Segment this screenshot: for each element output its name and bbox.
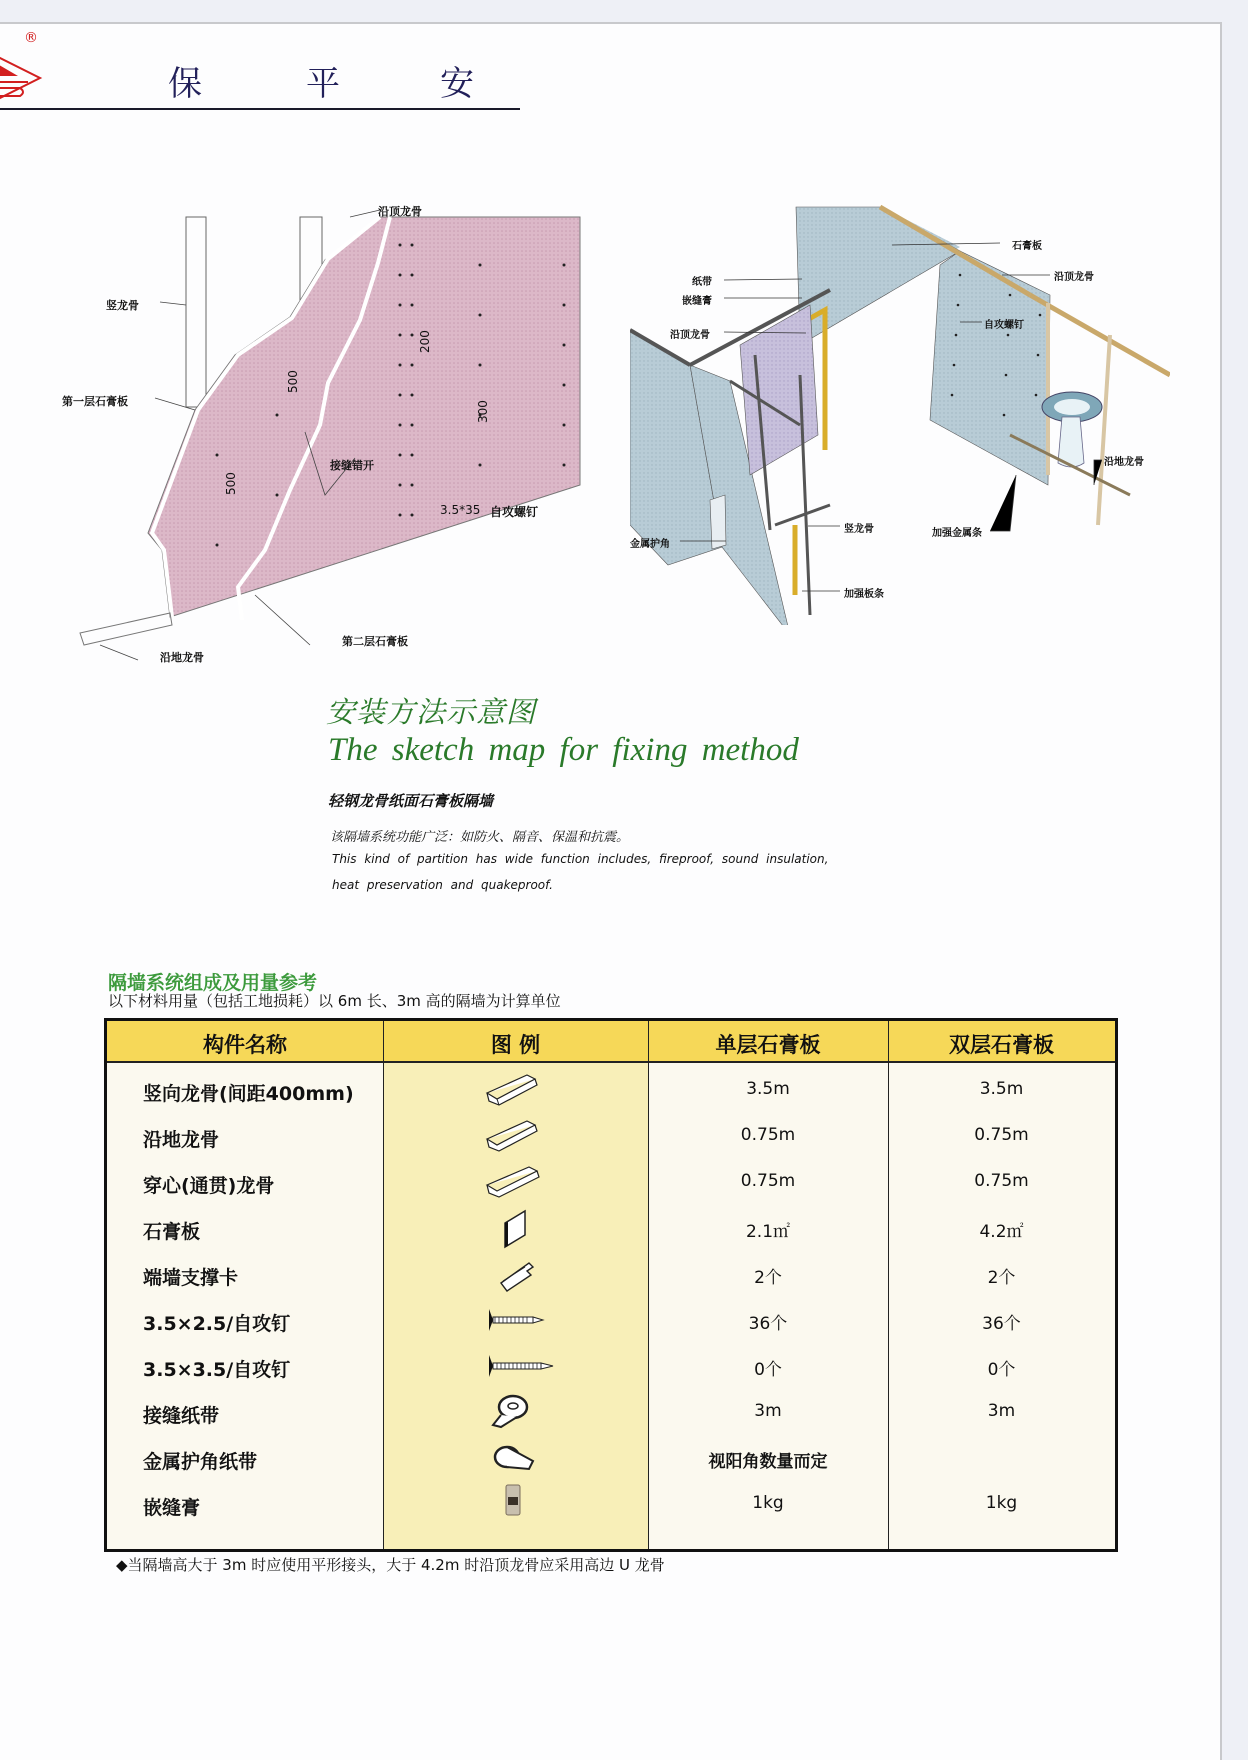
- row-double-value: 0.75m: [974, 1171, 1029, 1191]
- corner-tape-roll-icon: [477, 1437, 557, 1479]
- row-name: 3.5×3.5/自攻钉: [143, 1359, 291, 1381]
- row-single-value: 1kg: [752, 1493, 784, 1513]
- row-double-value: 1kg: [985, 1493, 1018, 1513]
- row-double-value: 3.5m: [979, 1079, 1024, 1099]
- row-name: 3.5×2.5/自攻钉: [143, 1313, 291, 1335]
- brand-char-1: 保: [168, 64, 202, 104]
- partition-assembly-diagram: [630, 195, 1170, 625]
- label-corner-bead: 金属护角: [630, 539, 670, 550]
- registered-mark: ®: [24, 30, 38, 46]
- row-double-value: 36个: [982, 1314, 1021, 1334]
- section-title-en: The sketch map for fixing method: [328, 732, 799, 768]
- row-single-value: 3m: [754, 1401, 782, 1421]
- table-header: [107, 1021, 1115, 1063]
- row-double-value: 2个: [987, 1268, 1016, 1288]
- description-en-line2: heat preservation and quakeproof.: [332, 878, 553, 892]
- dimension-200: 200: [418, 330, 432, 353]
- support-clip-icon: [477, 1253, 557, 1295]
- label-reinforce-board: 加强板条: [844, 589, 884, 600]
- row-name: 端墙支撑卡: [143, 1267, 239, 1289]
- brand-char-2: 平: [306, 64, 340, 104]
- header-component-name: 构件名称: [203, 1033, 287, 1057]
- double-layer-install-diagram: [60, 205, 590, 675]
- installation-footnote: ◆当隔墙高大于 3m 时应使用平形接头，大于 4.2m 时沿顶龙骨应采用高边 U 龙骨: [116, 1556, 665, 1574]
- label-screw: 自攻螺钉: [490, 505, 539, 519]
- stud-channel-icon: [477, 1069, 557, 1111]
- row-double-value: 0个: [987, 1360, 1016, 1380]
- label-screw-size: 3.5*35: [440, 503, 481, 517]
- table-row: [107, 1205, 1115, 1251]
- label-staggered-joints: 接缝错开: [330, 459, 374, 472]
- short-screw-icon: [477, 1299, 557, 1341]
- long-screw-icon: [477, 1345, 557, 1387]
- wall-layers-illustration: [60, 205, 590, 675]
- partition-isometric-illustration: [630, 195, 1170, 625]
- label-stud: 竖龙骨: [844, 524, 874, 535]
- row-single-value: 0.75m: [740, 1125, 796, 1145]
- row-single-value: 0个: [754, 1360, 782, 1380]
- table-row: [107, 1343, 1115, 1389]
- label-second-layer: 第二层石膏板: [342, 635, 408, 648]
- label-top-track-left: 沿顶龙骨: [670, 330, 710, 341]
- row-single-value: 0.75m: [740, 1171, 796, 1191]
- gypsum-board-icon: [477, 1207, 557, 1249]
- row-single-value: 36个: [748, 1314, 788, 1334]
- header-double-layer: 双层石膏板: [949, 1033, 1054, 1057]
- row-name: 石膏板: [143, 1221, 201, 1243]
- dimension-500-lower: 500: [224, 472, 238, 495]
- label-top-track: 沿顶龙骨: [378, 205, 422, 218]
- row-name: 接缝纸带: [143, 1405, 220, 1427]
- label-gypsum-board: 石膏板: [1012, 241, 1042, 252]
- label-paper-tape: 纸带: [692, 277, 712, 288]
- row-single-value: 视阳角数量而定: [708, 1452, 828, 1472]
- row-double-value: 4.2㎡: [979, 1222, 1024, 1242]
- row-name: 嵌缝膏: [143, 1497, 201, 1519]
- table-row: [107, 1435, 1115, 1481]
- row-name: 金属护角纸带: [143, 1451, 258, 1473]
- table-row: [107, 1159, 1115, 1205]
- section-title-cn: 安装方法示意图: [326, 695, 537, 729]
- materials-table: [104, 1018, 1118, 1552]
- compound-bag-icon: [477, 1483, 557, 1525]
- floor-track-icon: [477, 1115, 557, 1157]
- row-double-value: 3m: [987, 1401, 1016, 1421]
- dimension-500-upper: 500: [286, 370, 300, 393]
- product-subtitle: 轻钢龙骨纸面石膏板隔墙: [328, 792, 494, 810]
- label-screw: 自攻螺钉: [984, 320, 1024, 331]
- joint-tape-roll-icon: [477, 1391, 557, 1433]
- materials-section-title: 隔墙系统组成及用量参考: [108, 972, 318, 994]
- table-row: [107, 1067, 1115, 1113]
- label-joint-compound: 嵌缝膏: [682, 296, 712, 307]
- brand-char-3: 安: [440, 64, 474, 104]
- table-row: [107, 1389, 1115, 1435]
- header-divider: [0, 108, 520, 110]
- label-top-track-right: 沿顶龙骨: [1054, 272, 1094, 283]
- table-row: [107, 1481, 1115, 1527]
- table-row: [107, 1297, 1115, 1343]
- label-floor-track: 沿地龙骨: [1104, 457, 1144, 468]
- description-en-line1: This kind of partition has wide function includes, fireproof, sound insulation,: [332, 852, 829, 866]
- label-floor-track: 沿地龙骨: [160, 651, 204, 664]
- label-stud: 竖龙骨: [106, 299, 139, 312]
- row-name: 穿心(通贯)龙骨: [143, 1175, 275, 1197]
- materials-section-note: 以下材料用量（包括工地损耗）以 6m 长、3m 高的隔墙为计算单位: [108, 992, 561, 1010]
- row-name: 竖向龙骨(间距400mm): [143, 1083, 354, 1105]
- header-legend: 图 例: [490, 1033, 541, 1057]
- label-metal-strip: 加强金属条: [932, 528, 982, 539]
- header-single-layer: 单层石膏板: [715, 1033, 821, 1057]
- label-first-layer: 第一层石膏板: [62, 395, 128, 408]
- dimension-300: 300: [476, 400, 490, 423]
- row-single-value: 2.1㎡: [745, 1222, 791, 1242]
- through-channel-icon: [477, 1161, 557, 1203]
- row-single-value: 2个: [754, 1268, 782, 1288]
- table-row: [107, 1251, 1115, 1297]
- description-cn: 该隔墙系统功能广泛：如防火、隔音、保温和抗震。: [330, 830, 630, 845]
- row-single-value: 3.5m: [746, 1079, 790, 1099]
- table-row: [107, 1113, 1115, 1159]
- row-name: 沿地龙骨: [143, 1129, 220, 1151]
- row-double-value: 0.75m: [974, 1125, 1029, 1145]
